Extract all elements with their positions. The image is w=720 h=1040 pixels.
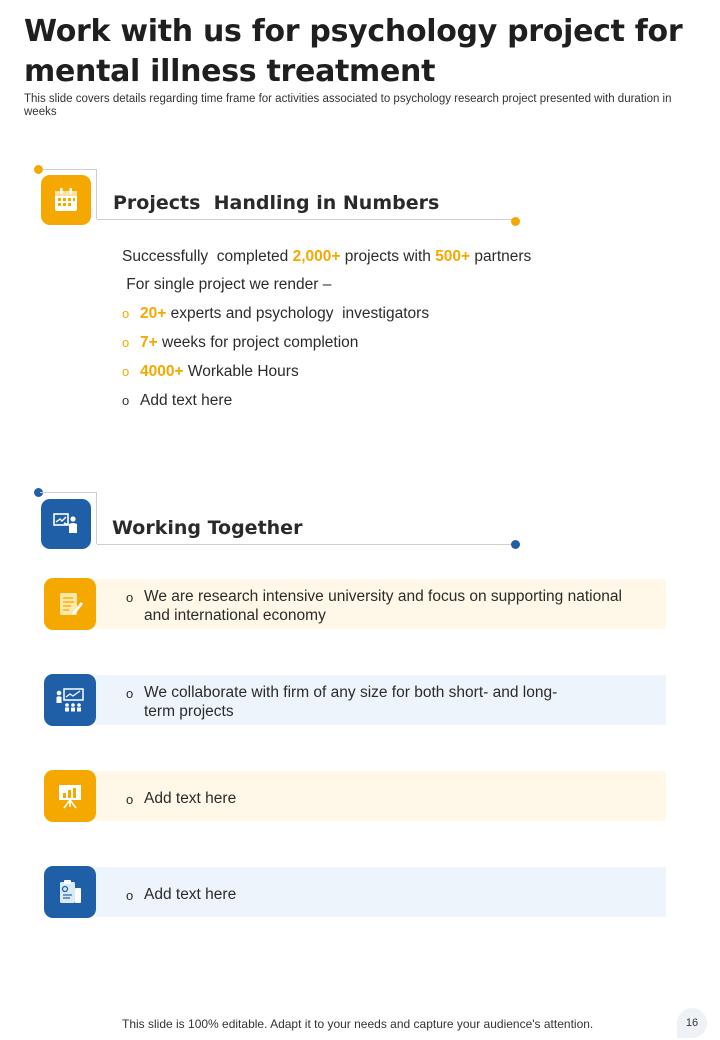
presentation-audience-icon bbox=[44, 674, 96, 726]
bullet-marker: o bbox=[122, 306, 130, 321]
bullet-marker: o bbox=[122, 393, 130, 408]
card-text bbox=[126, 789, 576, 808]
bullet-marker: o bbox=[122, 335, 130, 350]
bullet-text: experts and psychology investigators bbox=[166, 305, 430, 322]
page-number: 16 bbox=[677, 1008, 707, 1038]
card-label: Add text here bbox=[144, 790, 237, 807]
card-text bbox=[126, 587, 646, 625]
stats-middle: projects with bbox=[340, 248, 436, 265]
bullet-marker: o bbox=[126, 792, 134, 807]
bullet-marker: o bbox=[126, 686, 134, 701]
bullet-marker: o bbox=[126, 590, 134, 605]
page-subtitle: This slide covers details regarding time frame for activities associated to psychology research project presented with duration in weeks bbox=[24, 93, 672, 118]
bullet-text: weeks for project completion bbox=[157, 334, 359, 351]
bullet-text: Add text here bbox=[140, 392, 233, 409]
card-label: We are research intensive university and focus on supporting national and international economy bbox=[144, 588, 622, 624]
weeks-count: 7+ bbox=[140, 334, 158, 351]
bullet-text: Workable Hours bbox=[183, 363, 299, 380]
stats-prefix: Successfully completed bbox=[122, 248, 293, 265]
stats-suffix: partners bbox=[470, 248, 532, 265]
card-label: We collaborate with firm of any size for both short- and long-term projects bbox=[144, 684, 558, 720]
hours-count: 4000+ bbox=[140, 363, 184, 380]
section-title-working: Working Together bbox=[112, 517, 303, 539]
section-underline bbox=[97, 219, 515, 220]
calendar-icon bbox=[41, 175, 91, 225]
decor-dot bbox=[511, 217, 520, 226]
decor-dot bbox=[511, 540, 520, 549]
bullet-marker: o bbox=[122, 364, 130, 379]
document-icon bbox=[44, 578, 96, 630]
clipboard-icon bbox=[44, 866, 96, 918]
card-text bbox=[126, 885, 576, 904]
stats-line bbox=[122, 248, 531, 266]
presenter-icon bbox=[41, 499, 91, 549]
list-item bbox=[122, 392, 232, 410]
footer-note: This slide is 100% editable. Adapt it to your needs and capture your audience's attention. bbox=[122, 1017, 594, 1031]
bullet-marker: o bbox=[126, 888, 134, 903]
card-label: Add text here bbox=[144, 886, 237, 903]
experts-count: 20+ bbox=[140, 305, 167, 322]
card-text bbox=[126, 683, 576, 721]
section-underline bbox=[97, 544, 515, 545]
list-item bbox=[122, 334, 358, 352]
section-title-numbers: Projects Handling in Numbers bbox=[113, 192, 440, 214]
list-item bbox=[122, 305, 429, 323]
chart-board-icon bbox=[44, 770, 96, 822]
list-item bbox=[122, 363, 299, 381]
projects-count: 2,000+ bbox=[292, 248, 341, 265]
partners-count: 500+ bbox=[435, 248, 471, 265]
render-intro: For single project we render – bbox=[122, 276, 332, 293]
page-title: Work with us for psychology project for mental illness treatment bbox=[24, 14, 683, 89]
